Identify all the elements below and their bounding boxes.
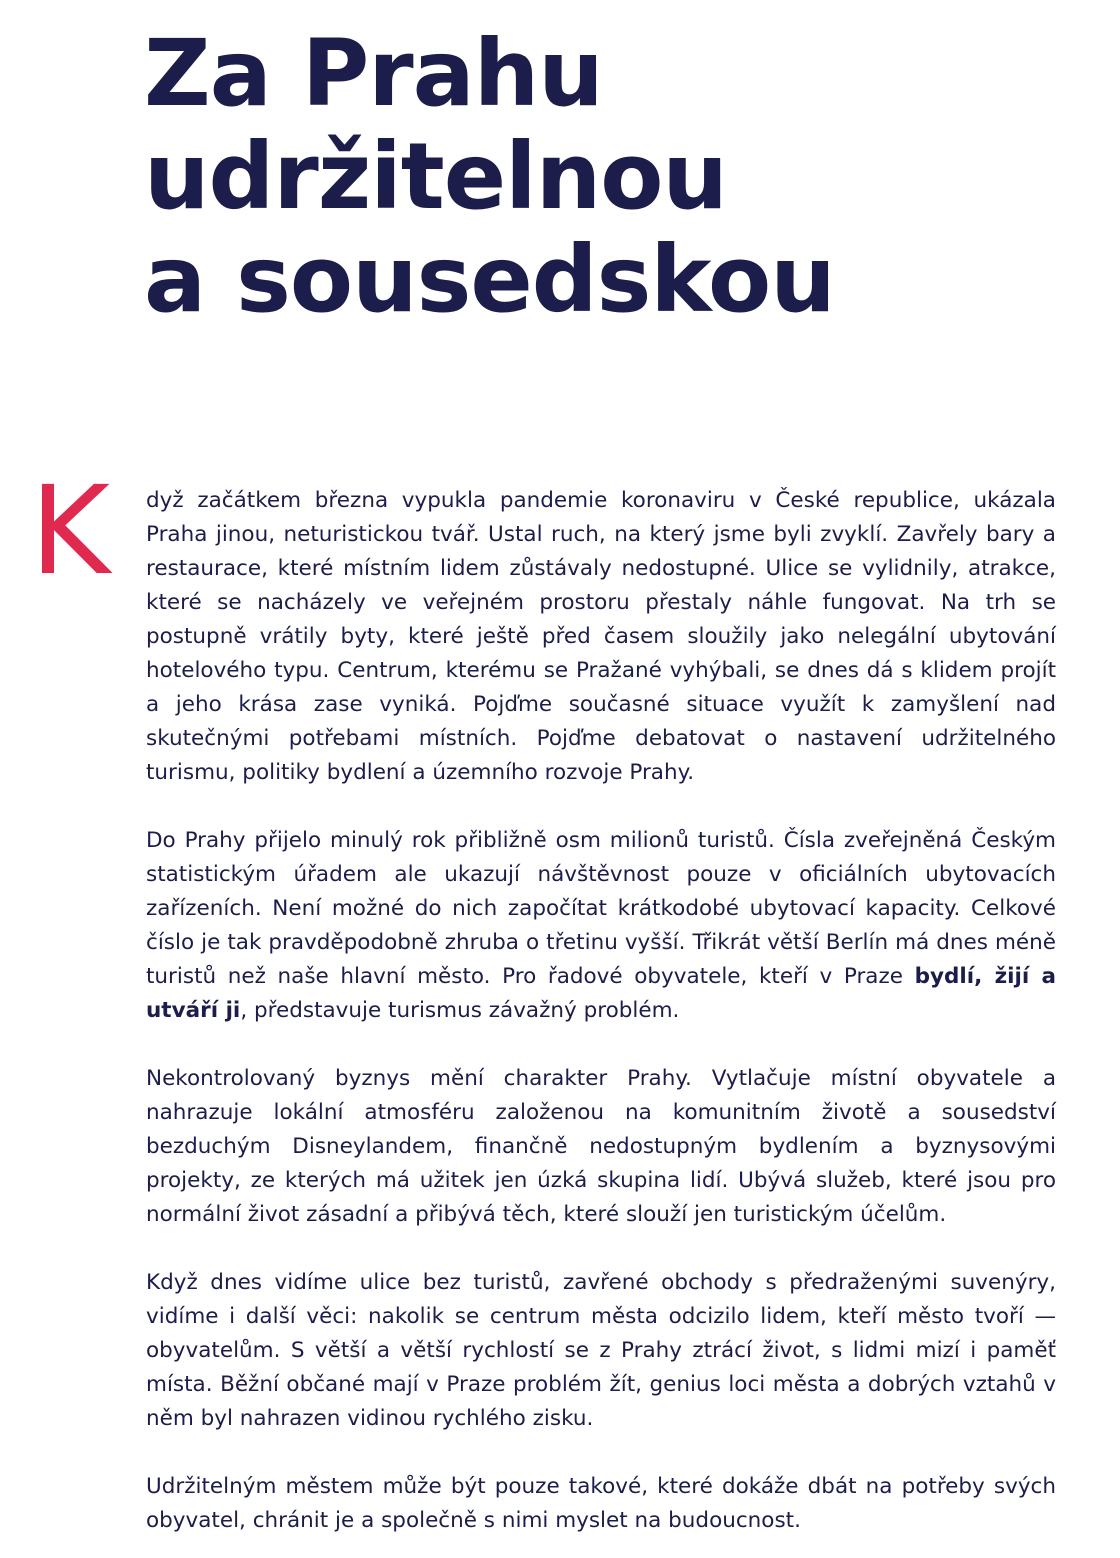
- paragraph-sustainable-city: Udržitelným městem může být pouze takové, které dokáže dbát na potřeby svých obyvatel, chránit je a společně s nimi myslet na budoucnost.: [146, 1474, 1056, 1533]
- article-body: [146, 484, 1056, 1538]
- drop-cap-letter: K: [30, 460, 111, 602]
- emphasized-phrase: bydlí, žijí a utváří ji: [146, 964, 1056, 1023]
- paragraph-intro: dyž začátkem března vypukla pandemie koronaviru v České republice, ukázala Praha jinou, neturistickou tvář. Ustal ruch, na který jsme byli zvyklí. Zavřely bary a restaurace, které místním lidem zůstávaly nedostupné. Ulice se vylidnily, atrakce, které se nacházely ve veřejném prostoru přestaly náhle fungovat. Na trh se postupně vrátily byty, které ještě před časem sloužily jako nelegální ubytování hotelového typu. Centrum, kterému se Pražané vyhýbali, se dnes dá s klidem projít a jeho krása zase vyniká. Pojďme současné situace využít k zamyšlení nad skutečnými potřebami místních. Pojďme debatovat o nastavení udržitelného turismu, politiky bydlení a územního rozvoje Prahy.: [146, 488, 1056, 785]
- page-title: [144, 22, 835, 331]
- title-line-3: a sousedskou: [144, 226, 835, 333]
- title-line-2: udržitelnou: [144, 123, 727, 230]
- paragraph-text: Do Prahy přijelo minulý rok přibližně osm milionů turistů. Čísla zveřejněná Českým statistickým úřadem ale ukazují návštěvnost pouze v oficiálních ubytovacích zařízeních. Není možné do nich započítat krátkodobé ubytovací kapacity. Celkové číslo je tak pravděpodobně zhruba o třetinu vyšší. Třikrát větší Berlín má dnes méně turistů než naše hlavní město. Pro řadové obyvatele, kteří v Praze: [146, 828, 1056, 989]
- paragraph-tourism-statistics: [146, 824, 1056, 1028]
- paragraph-uncontrolled-business: Nekontrolovaný byznys mění charakter Prahy. Vytlačuje místní obyvatele a nahrazuje lokální atmosféru založenou na komunitním životě a sousedství bezduchým Disneylandem, finančně nedostupným bydlením a byznysovými projekty, ze kterých má užitek jen úzká skupina lidí. Ubývá služeb, které jsou pro normální život zásadní a přibývá těch, které slouží jen turistickým účelům.: [146, 1066, 1056, 1227]
- title-line-1: Za Prahu: [144, 20, 603, 127]
- paragraph-empty-streets: Když dnes vidíme ulice bez turistů, zavřené obchody s předraženými suvenýry, vidíme i další věci: nakolik se centrum města odcizilo lidem, kteří město tvoří — obyvatelům. S větší a větší rychlostí se z Prahy ztrácí život, s lidmi mizí i paměť místa. Běžní občané mají v Praze problém žít, genius loci města a dobrých vztahů v něm byl nahrazen vidinou rychlého zisku.: [146, 1270, 1056, 1431]
- paragraph-text: , představuje turismus závažný problém.: [240, 998, 680, 1023]
